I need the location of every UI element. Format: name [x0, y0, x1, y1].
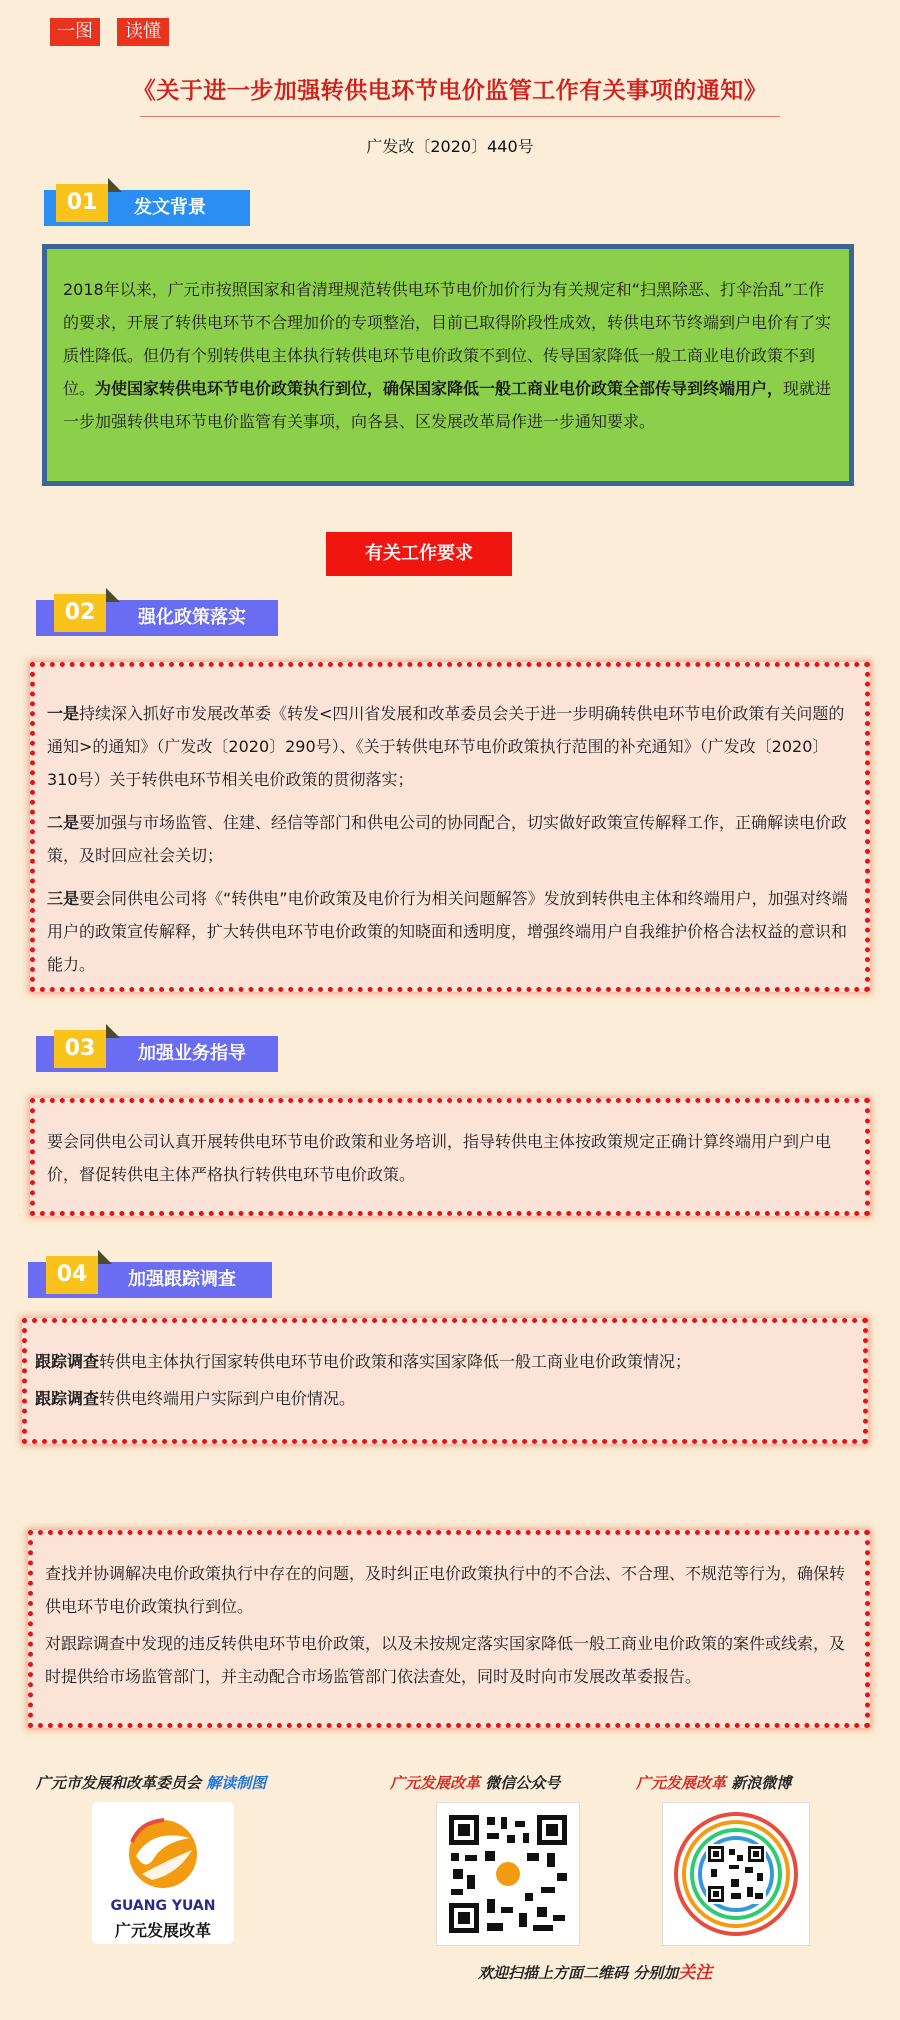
qr-code-icon	[437, 1803, 579, 1945]
weibo-account-name: 广元发展改革	[636, 1774, 727, 1792]
section-header-tracking	[28, 1250, 278, 1302]
item-lead: 二是	[47, 813, 80, 832]
background-text-end: 现就进一步加强转供电环节电价监管有关事项，向各县、区发展改革局作进一步通知要求。	[63, 379, 832, 431]
guidance-text: 要会同供电公司认真开展转供电环节电价政策和业务培训，指导转供电主体按政策规定正确计算终端用户到户电价，督促转供电主体严格执行转供电环节电价政策。	[47, 1132, 832, 1184]
list-item: 查找并协调解决电价政策执行中存在的问题，及时纠正电价政策执行中的不合法、不合理、不规范等行为，确保转供电环节电价政策执行到位。	[45, 1564, 846, 1616]
section-flag-icon	[106, 1024, 120, 1038]
item-lead: 一是	[47, 704, 80, 723]
document-number: 广发改〔2020〕440号	[366, 137, 534, 156]
weibo-qr-code	[662, 1802, 810, 1946]
section-title: 加强业务指导	[138, 1043, 246, 1064]
section-number: 01	[56, 184, 108, 222]
weibo-label: 新浪微博	[731, 1774, 792, 1792]
list-item	[47, 697, 853, 796]
item-text: 转供电终端用户实际到户电价情况。	[99, 1389, 356, 1408]
section-flag-icon	[106, 588, 120, 602]
list-item	[35, 1382, 855, 1415]
background-text-box	[42, 244, 854, 486]
list-item	[47, 806, 853, 872]
section-header-guidance	[36, 1024, 280, 1076]
guidance-box	[30, 1098, 870, 1216]
credit-highlight: 解读制图	[206, 1774, 267, 1792]
item-text: 要会同供电公司将《“转供电”电价政策及电价行为相关问题解答》发放到转供电主体和终端用户，加强对终端用户的政策宣传解释，扩大转供电环节电价政策的知晓面和透明度，增强终端用户自我维护价格合法权益的意识和能力。	[47, 889, 848, 974]
follow-highlight: 关注	[678, 1963, 713, 1983]
item-lead: 三是	[47, 889, 80, 908]
item-text: 转供电主体执行国家转供电环节电价政策和落实国家降低一般工商业电价政策情况；	[99, 1352, 692, 1371]
logo-text-english: GUANG YUAN	[110, 1898, 216, 1914]
section-title: 加强跟踪调查	[128, 1269, 236, 1290]
policy-requirements-box	[30, 662, 870, 992]
section-flag-icon	[108, 178, 122, 192]
list-item	[35, 1345, 855, 1378]
item-lead: 跟踪调查	[35, 1389, 100, 1408]
list-item	[47, 882, 853, 981]
tag-one-image: 一图	[50, 18, 100, 46]
wechat-label: 微信公众号	[485, 1774, 561, 1792]
background-text-emphasis: 为使国家转供电环节电价政策执行到位，确保国家降低一般工商业电价政策全部传导到终端用户，	[95, 379, 784, 398]
section-number: 03	[54, 1030, 106, 1068]
guangyuan-logo	[92, 1802, 234, 1944]
follow-prompt: 欢迎扫描上方面二维码 分别加	[478, 1964, 679, 1982]
wechat-qr-code	[436, 1802, 580, 1946]
section-flag-icon	[98, 1250, 112, 1264]
logo-text-chinese: 广元发展改革	[114, 1921, 211, 1940]
fingerprint-qr-icon	[663, 1803, 809, 1945]
section-number: 02	[54, 594, 106, 632]
enforcement-box	[28, 1530, 870, 1728]
tracking-box	[22, 1318, 868, 1444]
section-number: 04	[46, 1256, 98, 1294]
page-title: 《关于进一步加强转供电环节电价监管工作有关事项的通知》	[132, 78, 768, 104]
credit-org: 广元市发展和改革委员会	[36, 1774, 202, 1792]
footer-credit	[36, 1772, 266, 1793]
footer-wechat-label	[390, 1772, 560, 1793]
list-item: 对跟踪调查中发现的违反转供电环节电价政策，以及未按规定落实国家降低一般工商业电价政策的案件或线索，及时提供给市场监管部门，并主动配合市场监管部门依法查处，同时及时向市发展改革委报告。	[45, 1634, 846, 1686]
section-title: 强化政策落实	[138, 607, 246, 628]
tag-understand: 读懂	[117, 18, 169, 46]
section-title: 发文背景	[134, 197, 206, 218]
item-text: 要加强与市场监管、住建、经信等部门和供电公司的协同配合，切实做好政策宣传解释工作，正确解读电价政策，及时回应社会关切；	[47, 813, 848, 865]
section-header-policy	[36, 588, 280, 640]
wechat-account-name: 广元发展改革	[390, 1774, 481, 1792]
item-lead: 跟踪调查	[35, 1352, 100, 1371]
item-text: 持续深入抓好市发展改革委《转发<四川省发展和改革委员会关于进一步明确转供电环节电价政策有关问题的通知>的通知》（广发改〔2020〕290号）、《关于转供电环节电价政策执行范围的补充通知》（广发改〔2020〕310号）关于转供电环节相关电价政策的贯彻落实；	[47, 704, 845, 789]
requirements-banner: 有关工作要求	[326, 532, 512, 576]
footer-weibo-label	[636, 1772, 791, 1793]
footer-follow-text	[478, 1958, 712, 1983]
section-header-background	[44, 178, 254, 230]
title-divider	[140, 116, 780, 117]
background-text: 2018年以来，广元市按照国家和省清理规范转供电环节电价加价行为有关规定和“扫黑除恶、打伞治乱”工作的要求，开展了转供电环节不合理加价的专项整治，目前已取得阶段性成效，转供电环节终端到户电价有了实质性降低。但仍有个别转供电主体执行转供电环节电价政策不到位、传导国家降低一般工商业电价政策不到位。	[63, 280, 832, 398]
